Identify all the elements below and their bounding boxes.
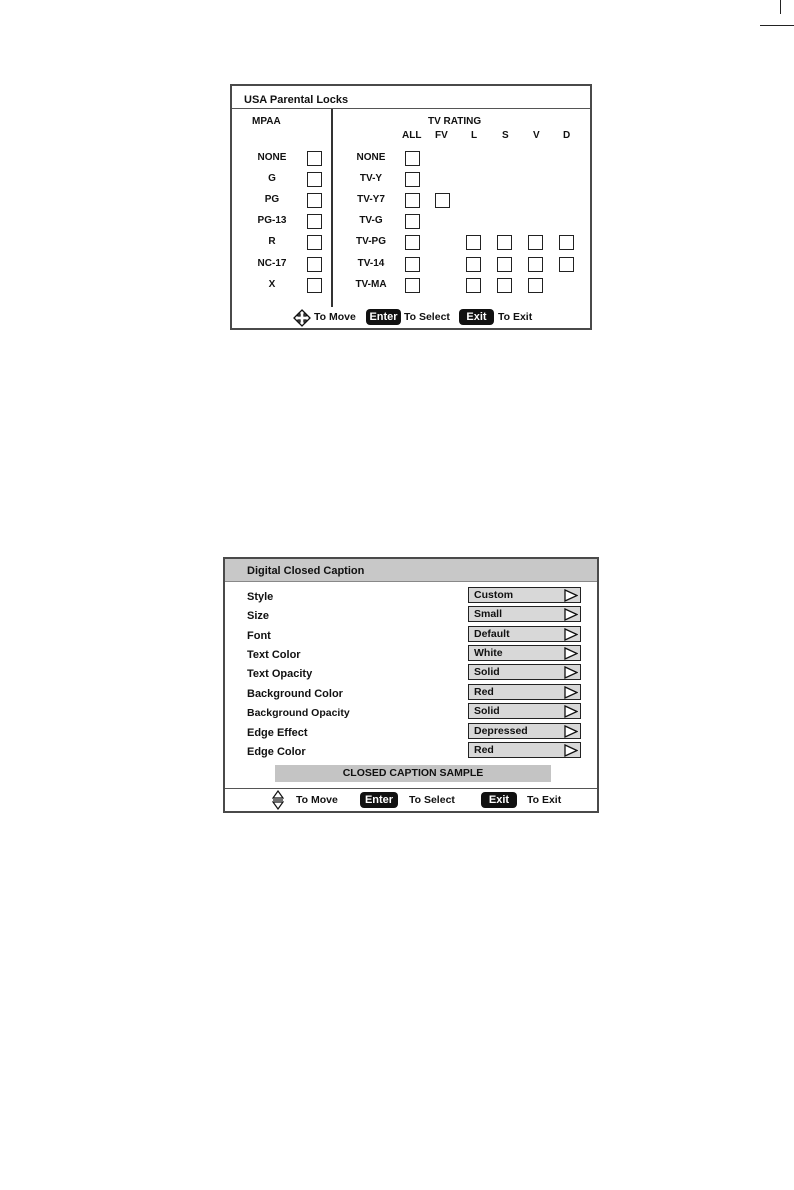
setting-label: Edge Effect (247, 727, 308, 739)
tv-ma-v-checkbox[interactable] (528, 278, 543, 293)
tv-14-v-checkbox[interactable] (528, 257, 543, 272)
text-color-selector[interactable] (468, 645, 581, 661)
parental-locks-panel (230, 84, 592, 330)
setting-label: Style (247, 591, 274, 603)
exit-hint: To Exit (498, 311, 533, 323)
enter-key[interactable]: Enter (366, 309, 401, 325)
tv-col-fv: FV (435, 130, 448, 141)
setting-row-text-opacity (225, 664, 597, 682)
edge-effect-selector[interactable] (468, 723, 581, 739)
tv-label: TV-14 (357, 258, 385, 269)
tv-14-d-checkbox[interactable] (559, 257, 574, 272)
tv-row-tv14 (333, 257, 591, 273)
right-arrow-icon (564, 705, 578, 718)
setting-row-size (225, 606, 597, 624)
tv-none-all-checkbox[interactable] (405, 151, 420, 166)
setting-row-font (225, 626, 597, 644)
tv-row-tvpg (333, 235, 591, 251)
tv-pg-all-checkbox[interactable] (405, 235, 420, 250)
right-arrow-icon (564, 725, 578, 738)
mpaa-row-pg (232, 193, 332, 209)
tv-label: TV-PG (355, 236, 386, 247)
move-hint: To Move (314, 311, 356, 323)
right-arrow-icon (564, 589, 578, 602)
mpaa-label: NC-17 (257, 258, 287, 269)
crop-mark-top-right-h (760, 25, 794, 26)
tv-col-l: L (471, 130, 478, 141)
tv-col-d: D (563, 130, 571, 141)
setting-label: Size (247, 610, 270, 622)
closed-caption-header (225, 559, 597, 582)
tv-col-s: S (502, 130, 509, 141)
mpaa-row-nc17 (232, 257, 332, 273)
tv-row-tvy7 (333, 193, 591, 209)
footer-divider (225, 788, 597, 789)
setting-label: Text Opacity (247, 668, 313, 680)
select-hint: To Select (409, 794, 455, 806)
tv-row-tvma (333, 278, 591, 294)
tv-14-all-checkbox[interactable] (405, 257, 420, 272)
tv-col-all: ALL (402, 130, 422, 141)
closed-caption-title: Digital Closed Caption (247, 565, 365, 577)
tv-pg-s-checkbox[interactable] (497, 235, 512, 250)
setting-value: Default (474, 628, 510, 640)
tv-pg-d-checkbox[interactable] (559, 235, 574, 250)
closed-caption-footer (225, 792, 597, 810)
exit-key[interactable]: Exit (459, 309, 494, 325)
caption-sample: CLOSED CAPTION SAMPLE (275, 765, 551, 782)
closed-caption-panel (223, 557, 599, 813)
tv-label: NONE (356, 152, 386, 163)
tv-ma-all-checkbox[interactable] (405, 278, 420, 293)
setting-row-background-color (225, 684, 597, 702)
tv-label: TV-Y7 (357, 194, 385, 205)
mpaa-checkbox-r[interactable] (307, 235, 322, 250)
tv-label: TV-Y (359, 173, 383, 184)
tv-label: TV-MA (355, 279, 387, 290)
mpaa-label: NONE (257, 152, 287, 163)
parental-locks-title: USA Parental Locks (244, 94, 349, 106)
right-arrow-icon (564, 608, 578, 621)
mpaa-checkbox-x[interactable] (307, 278, 322, 293)
setting-value: Small (474, 608, 503, 620)
right-arrow-icon (564, 666, 578, 679)
tv-rating-header: TV RATING (428, 116, 482, 127)
mpaa-header: MPAA (252, 116, 281, 127)
setting-label: Background Opacity (247, 707, 350, 719)
title-divider (232, 108, 590, 109)
enter-key[interactable]: Enter (360, 792, 398, 808)
mpaa-row-none (232, 151, 332, 167)
tv-ma-l-checkbox[interactable] (466, 278, 481, 293)
background-opacity-selector[interactable] (468, 703, 581, 719)
move-hint: To Move (296, 794, 338, 806)
mpaa-checkbox-g[interactable] (307, 172, 322, 187)
setting-row-background-opacity (225, 703, 597, 721)
tv-row-none (333, 151, 591, 167)
exit-hint: To Exit (527, 794, 562, 806)
mpaa-row-r (232, 235, 332, 251)
tv-row-tvg (333, 214, 591, 230)
mpaa-checkbox-pg[interactable] (307, 193, 322, 208)
setting-row-style (225, 587, 597, 605)
right-arrow-icon (564, 628, 578, 641)
setting-label: Background Color (247, 688, 343, 700)
select-hint: To Select (404, 311, 450, 323)
tv-pg-v-checkbox[interactable] (528, 235, 543, 250)
tv-14-l-checkbox[interactable] (466, 257, 481, 272)
tv-g-all-checkbox[interactable] (405, 214, 420, 229)
mpaa-label: R (268, 236, 276, 247)
setting-label: Edge Color (247, 746, 306, 758)
tv-y-all-checkbox[interactable] (405, 172, 420, 187)
background-color-selector[interactable] (468, 684, 581, 700)
setting-value: Red (474, 686, 494, 698)
setting-value: White (474, 647, 503, 659)
tv-y7-all-checkbox[interactable] (405, 193, 420, 208)
mpaa-label: PG-13 (257, 215, 287, 226)
mpaa-checkbox-pg13[interactable] (307, 214, 322, 229)
mpaa-checkbox-nc17[interactable] (307, 257, 322, 272)
setting-value: Custom (474, 589, 514, 601)
mpaa-label: X (268, 279, 276, 290)
mpaa-row-x (232, 278, 332, 294)
right-arrow-icon (564, 647, 578, 660)
tv-row-tvy (333, 172, 591, 188)
setting-value: Solid (474, 705, 500, 717)
right-arrow-icon (564, 744, 578, 757)
four-way-arrow-icon (293, 309, 311, 327)
setting-row-edge-effect (225, 723, 597, 741)
style-selector[interactable] (468, 587, 581, 603)
setting-row-text-color (225, 645, 597, 663)
edge-color-selector[interactable] (468, 742, 581, 758)
up-down-arrow-icon (272, 790, 284, 810)
mpaa-label: PG (264, 194, 280, 205)
right-arrow-icon (564, 686, 578, 699)
parental-locks-footer (232, 309, 590, 327)
mpaa-row-g (232, 172, 332, 188)
tv-col-v: V (533, 130, 540, 141)
setting-label: Text Color (247, 649, 301, 661)
crop-mark-top-right-v (780, 0, 781, 14)
size-selector[interactable] (468, 606, 581, 622)
setting-label: Font (247, 630, 271, 642)
setting-value: Depressed (474, 725, 528, 737)
setting-value: Solid (474, 666, 500, 678)
mpaa-row-pg13 (232, 214, 332, 230)
mpaa-checkbox-none[interactable] (307, 151, 322, 166)
mpaa-label: G (268, 173, 276, 184)
tv-14-s-checkbox[interactable] (497, 257, 512, 272)
tv-label: TV-G (359, 215, 383, 226)
tv-pg-l-checkbox[interactable] (466, 235, 481, 250)
tv-y7-fv-checkbox[interactable] (435, 193, 450, 208)
setting-row-edge-color (225, 742, 597, 760)
tv-ma-s-checkbox[interactable] (497, 278, 512, 293)
text-opacity-selector[interactable] (468, 664, 581, 680)
exit-key[interactable]: Exit (481, 792, 517, 808)
setting-value: Red (474, 744, 494, 756)
font-selector[interactable] (468, 626, 581, 642)
